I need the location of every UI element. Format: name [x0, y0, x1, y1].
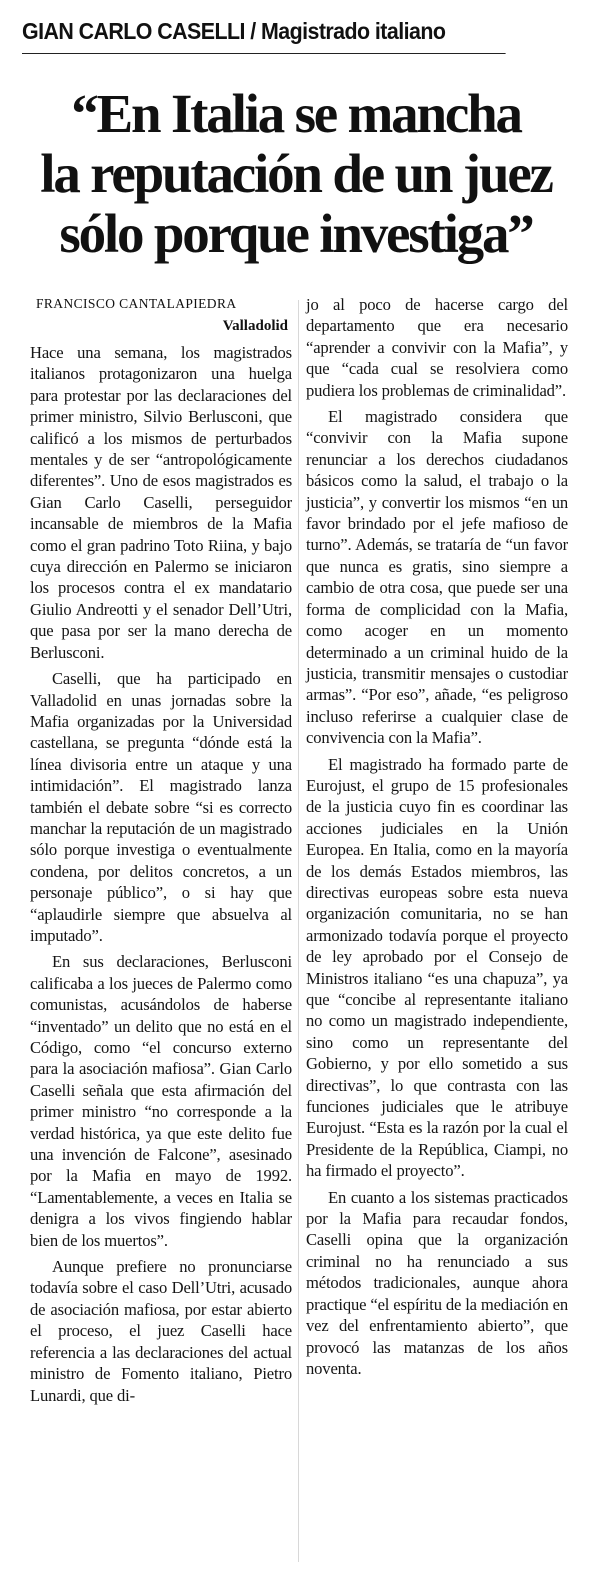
byline: FRANCISCO CANTALAPIEDRA — [36, 296, 237, 311]
paragraph: En cuanto a los sistemas practicados por la Mafia para recaudar fondos, Caselli opina que la organización criminal no ha renunciado a sus métodos tradicionales, aunque ahora practique “el espíritu de la mediación en vez del enfrentamiento abierto”, que provocó las matanzas de los años noventa. — [306, 1187, 568, 1378]
paragraph: Hace una semana, los magistrados italianos protagonizaron una huelga para protestar por las declaraciones del primer ministro, Silvio Berlusconi, que calificó a los mismos de perturbados mentales y de ser “antropológicamente diferentes”. Uno de esos magistrados es Gian Carlo Caselli, perseguidor incansable de miembros de la Mafia como el gran padrino Toto Riina, y bajo cuya dirección en Palermo se iniciaron los procesos contra el ex mandatario Giulio Andreotti y el senador Dell’Utri, que pasa por ser la mano derecha de Berlusconi. — [30, 343, 292, 662]
paragraph: jo al poco de hacerse cargo del departamento que era necesario “aprender a convivir con la Mafia”, y que “cada cual se resolviera como pudiera los problemas de criminalidad”. — [306, 295, 568, 400]
column-divider — [298, 300, 299, 1562]
article-column-right — [306, 294, 568, 1384]
headline — [16, 84, 576, 264]
article-column-left — [30, 342, 292, 1411]
paragraph: El magistrado ha formado parte de Eurojust, el grupo de 15 profesionales de la justicia cuyo fin es coordinar las acciones judiciales en la Unión Europea. En Italia, como en la mayoría de los demás Estados miembros, las directivas europeas sobre esta nueva organización comunitaria, no se han armonizado todavía porque el proyecto de ley aprobado por el Consejo de Ministros italiano “es una chapuza”, ya que “concibe al representante italiano no como un magistrado independiente, sino como un representante del Gobierno, y por ello sometido a sus directivas”, lo que contrasta con las funciones judiciales que le atribuye Eurojust. “Esta es la razón por la cual el Presidente de la República, Ciampi, no ha firmado el proyecto”. — [306, 754, 568, 1181]
kicker — [22, 18, 506, 45]
paragraph: Aunque prefiere no pronunciarse todavía sobre el caso Dell’Utri, acusado de asociación mafiosa, por estar abierto el proceso, el juez Caselli hace referencia a las declaraciones del actual ministro de Fomento italiano, Pietro Lunardi, que di- — [30, 1257, 292, 1405]
paragraph: El magistrado considera que “convivir con la Mafia supone renunciar a los derechos ciudadanos básicos como la salud, el trabajo o la justicia”, y convertir los mismos “en un favor brindado por el jefe mafioso de turno”. Además, se trataría de “un favor que nunca es gratis, sino siempre a cambio de otra cosa, que puede ser una forma de complicidad con la Mafia, como acoger en un momento determinado a un criminal huido de la justicia, transmitir mensajes o custodiar armas”. “Por eso”, añade, “es peligroso incluso referirse a cualquier clase de convivencia con la Mafia”. — [306, 407, 568, 748]
headline-line-2: la reputación de un juez — [40, 143, 552, 204]
paragraph: Caselli, que ha participado en Valladolid en unas jornadas sobre la Mafia organizadas por la Universidad castellana, se pregunta “dónde está la línea divisoria entre un ataque y una intimidación”. El magistrado lanza también el debate sobre “si es correcto manchar la reputación de un magistrado sólo porque investiga o eventualmente condena, por delitos concretos, a un personaje público”, o si hay que “aplaudirle siempre que absuelva al imputado”. — [30, 669, 292, 945]
kicker-text: GIAN CARLO CASELLI / Magistrado italiano — [22, 18, 446, 44]
kicker-rule — [22, 53, 506, 54]
headline-line-3: sólo porque investiga” — [59, 203, 533, 264]
headline-line-1: “En Italia se mancha — [71, 83, 521, 144]
dateline: Valladolid — [222, 318, 288, 334]
paragraph: En sus declaraciones, Berlusconi calificaba a los jueces de Palermo como comunistas, acusándolos de haberse “inventado” un delito que no está en el Código, como “el concurso externo para la asociación mafiosa”. Gian Carlo Caselli señala que esta afirmación del primer ministro “no corresponde a la verdad histórica, ya que este delito fue una invención de Falcone”, asesinado por la Mafia en mayo de 1992. “Lamentablemente, a veces en Italia se denigra a los vivos fingiendo hablar bien de los muertos”. — [30, 952, 292, 1250]
